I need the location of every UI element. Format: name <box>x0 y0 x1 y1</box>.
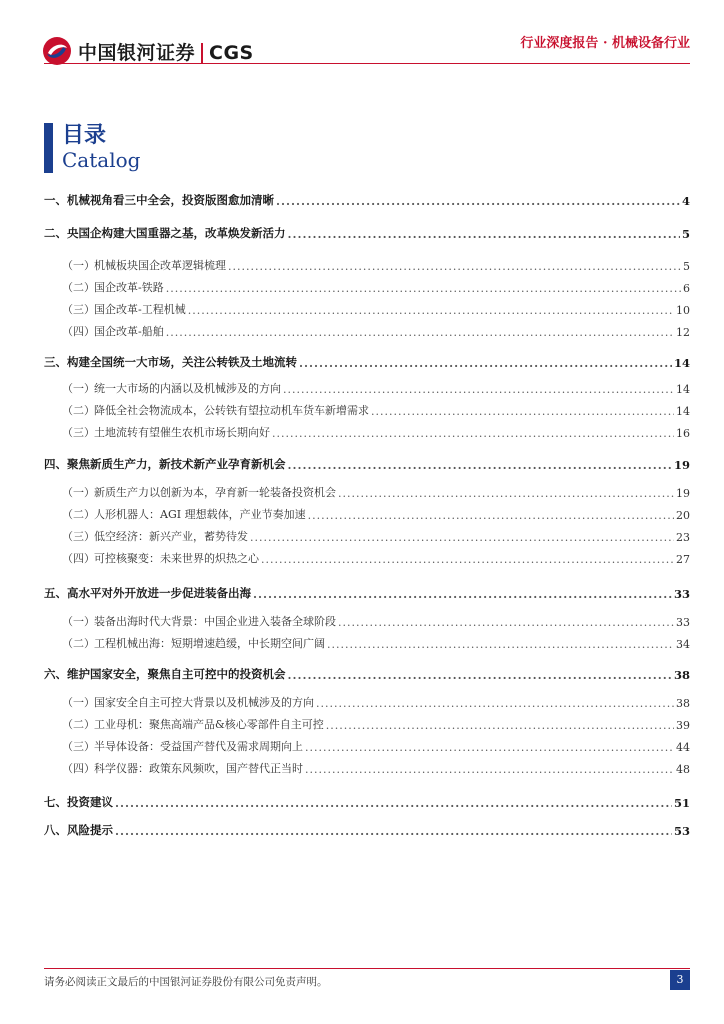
toc-entry[interactable] <box>44 579 690 601</box>
toc-leader-dots <box>228 260 681 273</box>
toc-entry-title: 降低全社会物流成本，公转铁有望拉动机车货车新增需求 <box>94 404 369 417</box>
toc-entry[interactable] <box>44 251 690 273</box>
toc-entry-title: 土地流转有望催生农机市场长期向好 <box>94 426 270 439</box>
toc-entry[interactable] <box>44 544 690 566</box>
toc-entry-number: 七、 <box>44 795 67 809</box>
toc-entry-page: 5 <box>683 260 690 273</box>
cgs-logo-icon <box>42 36 72 66</box>
toc-entry-page: 44 <box>676 741 690 754</box>
toc-entry[interactable] <box>44 348 690 370</box>
toc-leader-dots <box>115 796 672 810</box>
toc-entry-title: 国企改革-船舶 <box>94 325 164 338</box>
toc-entry-page: 12 <box>676 326 690 339</box>
toc-entry-title: 新质生产力以创新为本，孕育新一轮装备投资机会 <box>94 486 336 499</box>
toc-leader-dots <box>115 824 672 838</box>
toc-leader-dots <box>371 405 674 418</box>
logo-text <box>78 38 254 65</box>
toc-entry-title: 机械板块国企改革逻辑梳理 <box>94 259 226 272</box>
logo-company-name: 中国银河证券 <box>78 41 196 64</box>
toc-leader-dots <box>327 638 674 651</box>
toc-entry-title: 构建全国统一大市场，关注公转铁及土地流转 <box>67 355 297 369</box>
toc-entry-page: 19 <box>673 458 690 472</box>
toc-entry-number: （三） <box>62 426 95 439</box>
toc-leader-dots <box>338 616 674 629</box>
toc-entry-page: 53 <box>673 824 690 838</box>
toc-entry-number: （一） <box>62 696 95 709</box>
toc-entry[interactable] <box>44 186 690 208</box>
toc-entry-number: 六、 <box>44 667 67 681</box>
toc-leader-dots <box>308 509 674 522</box>
toc-leader-dots <box>166 326 674 339</box>
toc-entry-page: 27 <box>676 553 690 566</box>
toc-entry-title: 装备出海时代大背景：中国企业进入装备全球阶段 <box>94 615 336 628</box>
toc-entry-number: （四） <box>62 552 95 565</box>
toc-entry-number: 二、 <box>44 226 67 240</box>
toc-entry-title: 工业母机：聚焦高端产品&核心零部件自主可控 <box>94 718 324 731</box>
toc-entry-title: 科学仪器：政策东风频吹，国产替代正当时 <box>94 762 303 775</box>
toc-entry[interactable] <box>44 688 690 710</box>
toc-entry[interactable] <box>44 788 690 810</box>
footer-divider <box>44 968 690 969</box>
toc-entry-page: 19 <box>676 487 690 500</box>
toc-entry-page: 6 <box>683 282 690 295</box>
toc-title-accent-bar <box>44 123 53 173</box>
toc-entry-number: （一） <box>62 615 95 628</box>
toc-entry[interactable] <box>44 816 690 838</box>
toc-entry-title: 机械视角看三中全会，投资版图愈加清晰 <box>67 193 274 207</box>
toc-entry-number: （三） <box>62 740 95 753</box>
toc-entry[interactable] <box>44 219 690 241</box>
toc-entry-page: 34 <box>676 638 690 651</box>
toc-entry-page: 51 <box>673 796 690 810</box>
toc-entry-title: 低空经济：新兴产业，蓄势待发 <box>94 530 248 543</box>
company-logo <box>42 36 254 66</box>
toc-leader-dots <box>283 383 674 396</box>
toc-entry-page: 33 <box>673 587 690 601</box>
toc-entry-number: （二） <box>62 637 95 650</box>
toc-leader-dots <box>188 304 674 317</box>
toc-entry-number: （四） <box>62 762 95 775</box>
toc-entry-number: （一） <box>62 486 95 499</box>
toc-entry-page: 5 <box>681 227 690 241</box>
toc-entry-number: （二） <box>62 281 95 294</box>
toc-entry[interactable] <box>44 317 690 339</box>
toc-entry[interactable] <box>44 478 690 500</box>
toc-leader-dots <box>299 356 672 370</box>
toc-entry[interactable] <box>44 396 690 418</box>
toc-entry[interactable] <box>44 500 690 522</box>
toc-entry-number: （三） <box>62 303 95 316</box>
report-type-label: 行业深度报告 · 机械设备行业 <box>520 36 690 51</box>
toc-entry-number: （二） <box>62 718 95 731</box>
toc-entry-page: 4 <box>681 194 690 208</box>
logo-separator <box>201 43 203 63</box>
toc-entry-page: 16 <box>676 427 690 440</box>
toc-entry-title: 可控核聚变：未来世界的炽热之心 <box>94 552 259 565</box>
footer-disclaimer: 请务必阅读正文最后的中国银河证券股份有限公司免责声明。 <box>44 976 328 988</box>
toc-entry-title: 半导体设备：受益国产替代及需求周期向上 <box>94 740 303 753</box>
toc-entry-title: 统一大市场的内涵以及机械涉及的方向 <box>94 382 281 395</box>
toc-leader-dots <box>305 763 674 776</box>
logo-abbrev: CGS <box>209 41 254 64</box>
toc-leader-dots <box>272 427 674 440</box>
toc-entry[interactable] <box>44 522 690 544</box>
toc-entry[interactable] <box>44 629 690 651</box>
toc-entry-title: 国企改革-铁路 <box>94 281 164 294</box>
toc-entry-title: 风险提示 <box>67 823 113 837</box>
toc-leader-dots <box>305 741 674 754</box>
toc-title: 目录 <box>62 122 107 148</box>
toc-entry-number: （四） <box>62 325 95 338</box>
toc-entry[interactable] <box>44 418 690 440</box>
toc-leader-dots <box>166 282 681 295</box>
toc-leader-dots <box>288 458 672 472</box>
toc-entry-title: 国企改革-工程机械 <box>94 303 186 316</box>
toc-leader-dots <box>288 668 672 682</box>
toc-entry-title: 国家安全自主可控大背景以及机械涉及的方向 <box>94 696 314 709</box>
toc-entry[interactable] <box>44 710 690 732</box>
toc-entry-number: （一） <box>62 259 95 272</box>
toc-entry-title: 工程机械出海：短期增速趋缓，中长期空间广阔 <box>94 637 325 650</box>
toc-entry[interactable] <box>44 607 690 629</box>
toc-entry-title: 央国企构建大国重器之基，改革焕发新活力 <box>67 226 286 240</box>
toc-entry[interactable] <box>44 374 690 396</box>
toc-leader-dots <box>326 719 674 732</box>
toc-entry-title: 人形机器人：AGI 理想载体，产业节奏加速 <box>94 508 306 521</box>
toc-leader-dots <box>338 487 674 500</box>
toc-entry-page: 39 <box>676 719 690 732</box>
toc-entry-number: （三） <box>62 530 95 543</box>
toc-entry-title: 高水平对外开放进一步促进装备出海 <box>67 586 251 600</box>
toc-entry-page: 14 <box>676 405 690 418</box>
toc-entry-number: 五、 <box>44 586 67 600</box>
toc-entry[interactable] <box>44 732 690 754</box>
toc-entry-title: 投资建议 <box>67 795 113 809</box>
toc-entry-page: 38 <box>676 697 690 710</box>
toc-entry-number: 八、 <box>44 823 67 837</box>
page-header <box>0 0 724 70</box>
toc-entry-number: 一、 <box>44 193 67 207</box>
toc-leader-dots <box>316 697 674 710</box>
toc-entry[interactable] <box>44 660 690 682</box>
toc-entry-number: 三、 <box>44 355 67 369</box>
toc-entry-page: 20 <box>676 509 690 522</box>
toc-entry-page: 48 <box>676 763 690 776</box>
toc-entry-number: （二） <box>62 508 95 521</box>
toc-leader-dots <box>288 227 680 241</box>
toc-leader-dots <box>276 194 680 208</box>
toc-entry[interactable] <box>44 295 690 317</box>
toc-entry-number: （二） <box>62 404 95 417</box>
toc-entry-number: （一） <box>62 382 95 395</box>
toc-entry-page: 10 <box>676 304 690 317</box>
toc-entry[interactable] <box>44 450 690 472</box>
toc-entry-title: 聚焦新质生产力，新技术新产业孕育新机会 <box>67 457 286 471</box>
toc-entry-page: 23 <box>676 531 690 544</box>
toc-entry-title: 维护国家安全，聚焦自主可控中的投资机会 <box>67 667 286 681</box>
toc-entry-page: 33 <box>676 616 690 629</box>
toc-entry[interactable] <box>44 754 690 776</box>
toc-entry[interactable] <box>44 273 690 295</box>
toc-leader-dots <box>250 531 674 544</box>
toc-leader-dots <box>253 587 672 601</box>
toc-leader-dots <box>261 553 674 566</box>
toc-entry-page: 14 <box>676 383 690 396</box>
page-number: 3 <box>670 970 690 990</box>
header-divider <box>44 63 690 64</box>
toc-entry-number: 四、 <box>44 457 67 471</box>
toc-entry-page: 14 <box>673 356 690 370</box>
toc-subtitle: Catalog <box>62 148 141 172</box>
toc-entry-page: 38 <box>673 668 690 682</box>
